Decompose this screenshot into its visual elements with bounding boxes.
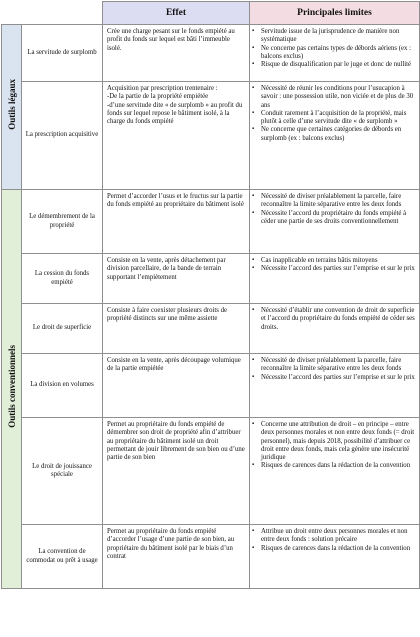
limit-item: ▪ Nécessite l’accord du propriétaire du fonds empiété à céder une partie de ses droits conventionnellement <box>252 210 416 227</box>
limit-item: ▪ Ne concerne pas certains types de débords aériens (ex : balcons exclus) <box>252 45 416 62</box>
group-outils-legaux <box>2 25 22 190</box>
tool-cell: La cession du fonds empiété <box>22 254 103 304</box>
effet-cell: Consiste à faire coexister plusieurs droits de propriété distincts sur une même assiette <box>103 304 250 354</box>
table-row <box>2 190 420 254</box>
limit-item: ▪ Nécessité de diviser préalablement la parcelle, faire reconnaître la limite séparative entre les deux fonds <box>252 193 416 210</box>
limites-cell <box>250 418 420 525</box>
limites-cell <box>250 525 420 589</box>
limit-item: ▪ Risques de carences dans la rédaction de la convention <box>252 545 416 553</box>
table-row <box>2 525 420 589</box>
effet-cell: Consiste en la vente, après détachement par division parcellaire, de la bande de terrain supportant l’empiètement <box>103 254 250 304</box>
limit-item: ▪ Ne concerne que certaines catégories de débords en surplomb (ex : balcons exclus) <box>252 126 416 143</box>
tool-cell: La convention de commodat ou prêt à usage <box>22 525 103 589</box>
limites-cell <box>250 190 420 254</box>
limit-item: ▪ Risque de disqualification par le juge et donc de nullité <box>252 61 416 69</box>
limites-cell <box>250 354 420 418</box>
limites-cell <box>250 254 420 304</box>
limites-cell <box>250 82 420 190</box>
header-blank <box>2 2 103 25</box>
effet-cell: Crée une charge pesant sur le fonds empiété au profit du fonds sur lequel est bâti l’immeuble isolé. <box>103 25 250 82</box>
limit-item: ▪ Nécessité de diviser préalablement la parcelle, faire reconnaître la limite séparative entre les deux fonds <box>252 357 416 374</box>
tool-cell: Le droit de superficie <box>22 304 103 354</box>
table-row <box>2 82 420 190</box>
limit-item: ▪ Cas inapplicable en terrains bâtis mitoyens <box>252 257 416 265</box>
comparison-table <box>1 1 420 589</box>
limit-item: ▪ Conduit rarement à l’acquisition de la propriété, mais plutôt à celle d’une servitude dite « de surplomb » <box>252 110 416 127</box>
table-row <box>2 354 420 418</box>
group-outils-conventionnels <box>2 190 22 589</box>
tool-cell: La prescription acquisitive <box>22 82 103 190</box>
effet-cell: Acquisition par prescription trentenaire : -De la partie de la propriété empiétée -d’une servitude dite « de surplomb » au profit du fonds sur lequel repose le bâtiment isolé, à la charge du fonds empiété <box>103 82 250 190</box>
tool-cell: Le démembrement de la propriété <box>22 190 103 254</box>
limit-item: ▪ Attribue un droit entre deux personnes morales et non entre deux fonds : solution précaire <box>252 528 416 545</box>
limit-item: ▪ Nécessité de réunir les conditions pour l’usucapion à savoir : une possession utile, non viciée et de plus de 30 ans <box>252 85 416 110</box>
limit-item: ▪ Nécessité d’établir une convention de droit de superficie et l’accord du propriétaire du fonds empiété de céder ses droits. <box>252 307 416 332</box>
header-row <box>2 2 420 25</box>
table-row <box>2 254 420 304</box>
header-effet: Effet <box>103 2 250 25</box>
header-limites: Principales limites <box>250 2 420 25</box>
tool-cell: La division en volumes <box>22 354 103 418</box>
table-row <box>2 304 420 354</box>
effet-cell: Consiste en la vente, après découpage volumique de la partie empiétée <box>103 354 250 418</box>
limit-item: ▪ Nécessite l’accord des parties sur l’emprise et sur le prix <box>252 265 416 273</box>
effet-cell: Permet au propriétaire du fonds empiété de démembrer son droit de propriété afin d’attribuer au propriétaire du bâtiment isolé un droit permettant de jouir librement de son bien ou d’une partie de son bien <box>103 418 250 525</box>
limit-item: ▪ Nécessite l’accord des parties sur l’emprise et sur le prix <box>252 374 416 382</box>
limit-item: ▪ Servitude issue de la jurisprudence de manière non systématique <box>252 28 416 45</box>
effet-cell: Permet d’accorder l’usus et le fructus sur la partie du fonds empiété au propriétaire du bâtiment isolé <box>103 190 250 254</box>
group-label-conventionnels: Outils conventionnels <box>6 345 17 428</box>
table-row <box>2 418 420 525</box>
effet-cell: Permet au propriétaire du fonds empiété d’accorder l’usage d’une partie de son bien, au propriétaire du bâtiment isolé par le biais d’un contrat <box>103 525 250 589</box>
limit-item: ▪ Concerne une attribution de droit – en principe – entre deux personnes morales et non entre deux fonds (= droit personnel), mais depuis 2018, possibilité d’attribuer ce droit entre deux fonds, mais cela génère une insécurité juridique <box>252 421 416 462</box>
group-label-legaux: Outils légaux <box>6 79 17 130</box>
limites-cell <box>250 304 420 354</box>
limit-item: ▪ Risques de carences dans la rédaction de la convention <box>252 462 416 470</box>
table-row <box>2 25 420 82</box>
tool-cell: La servitude de surplomb <box>22 25 103 82</box>
limites-cell <box>250 25 420 82</box>
tool-cell: Le droit de jouissance spéciale <box>22 418 103 525</box>
